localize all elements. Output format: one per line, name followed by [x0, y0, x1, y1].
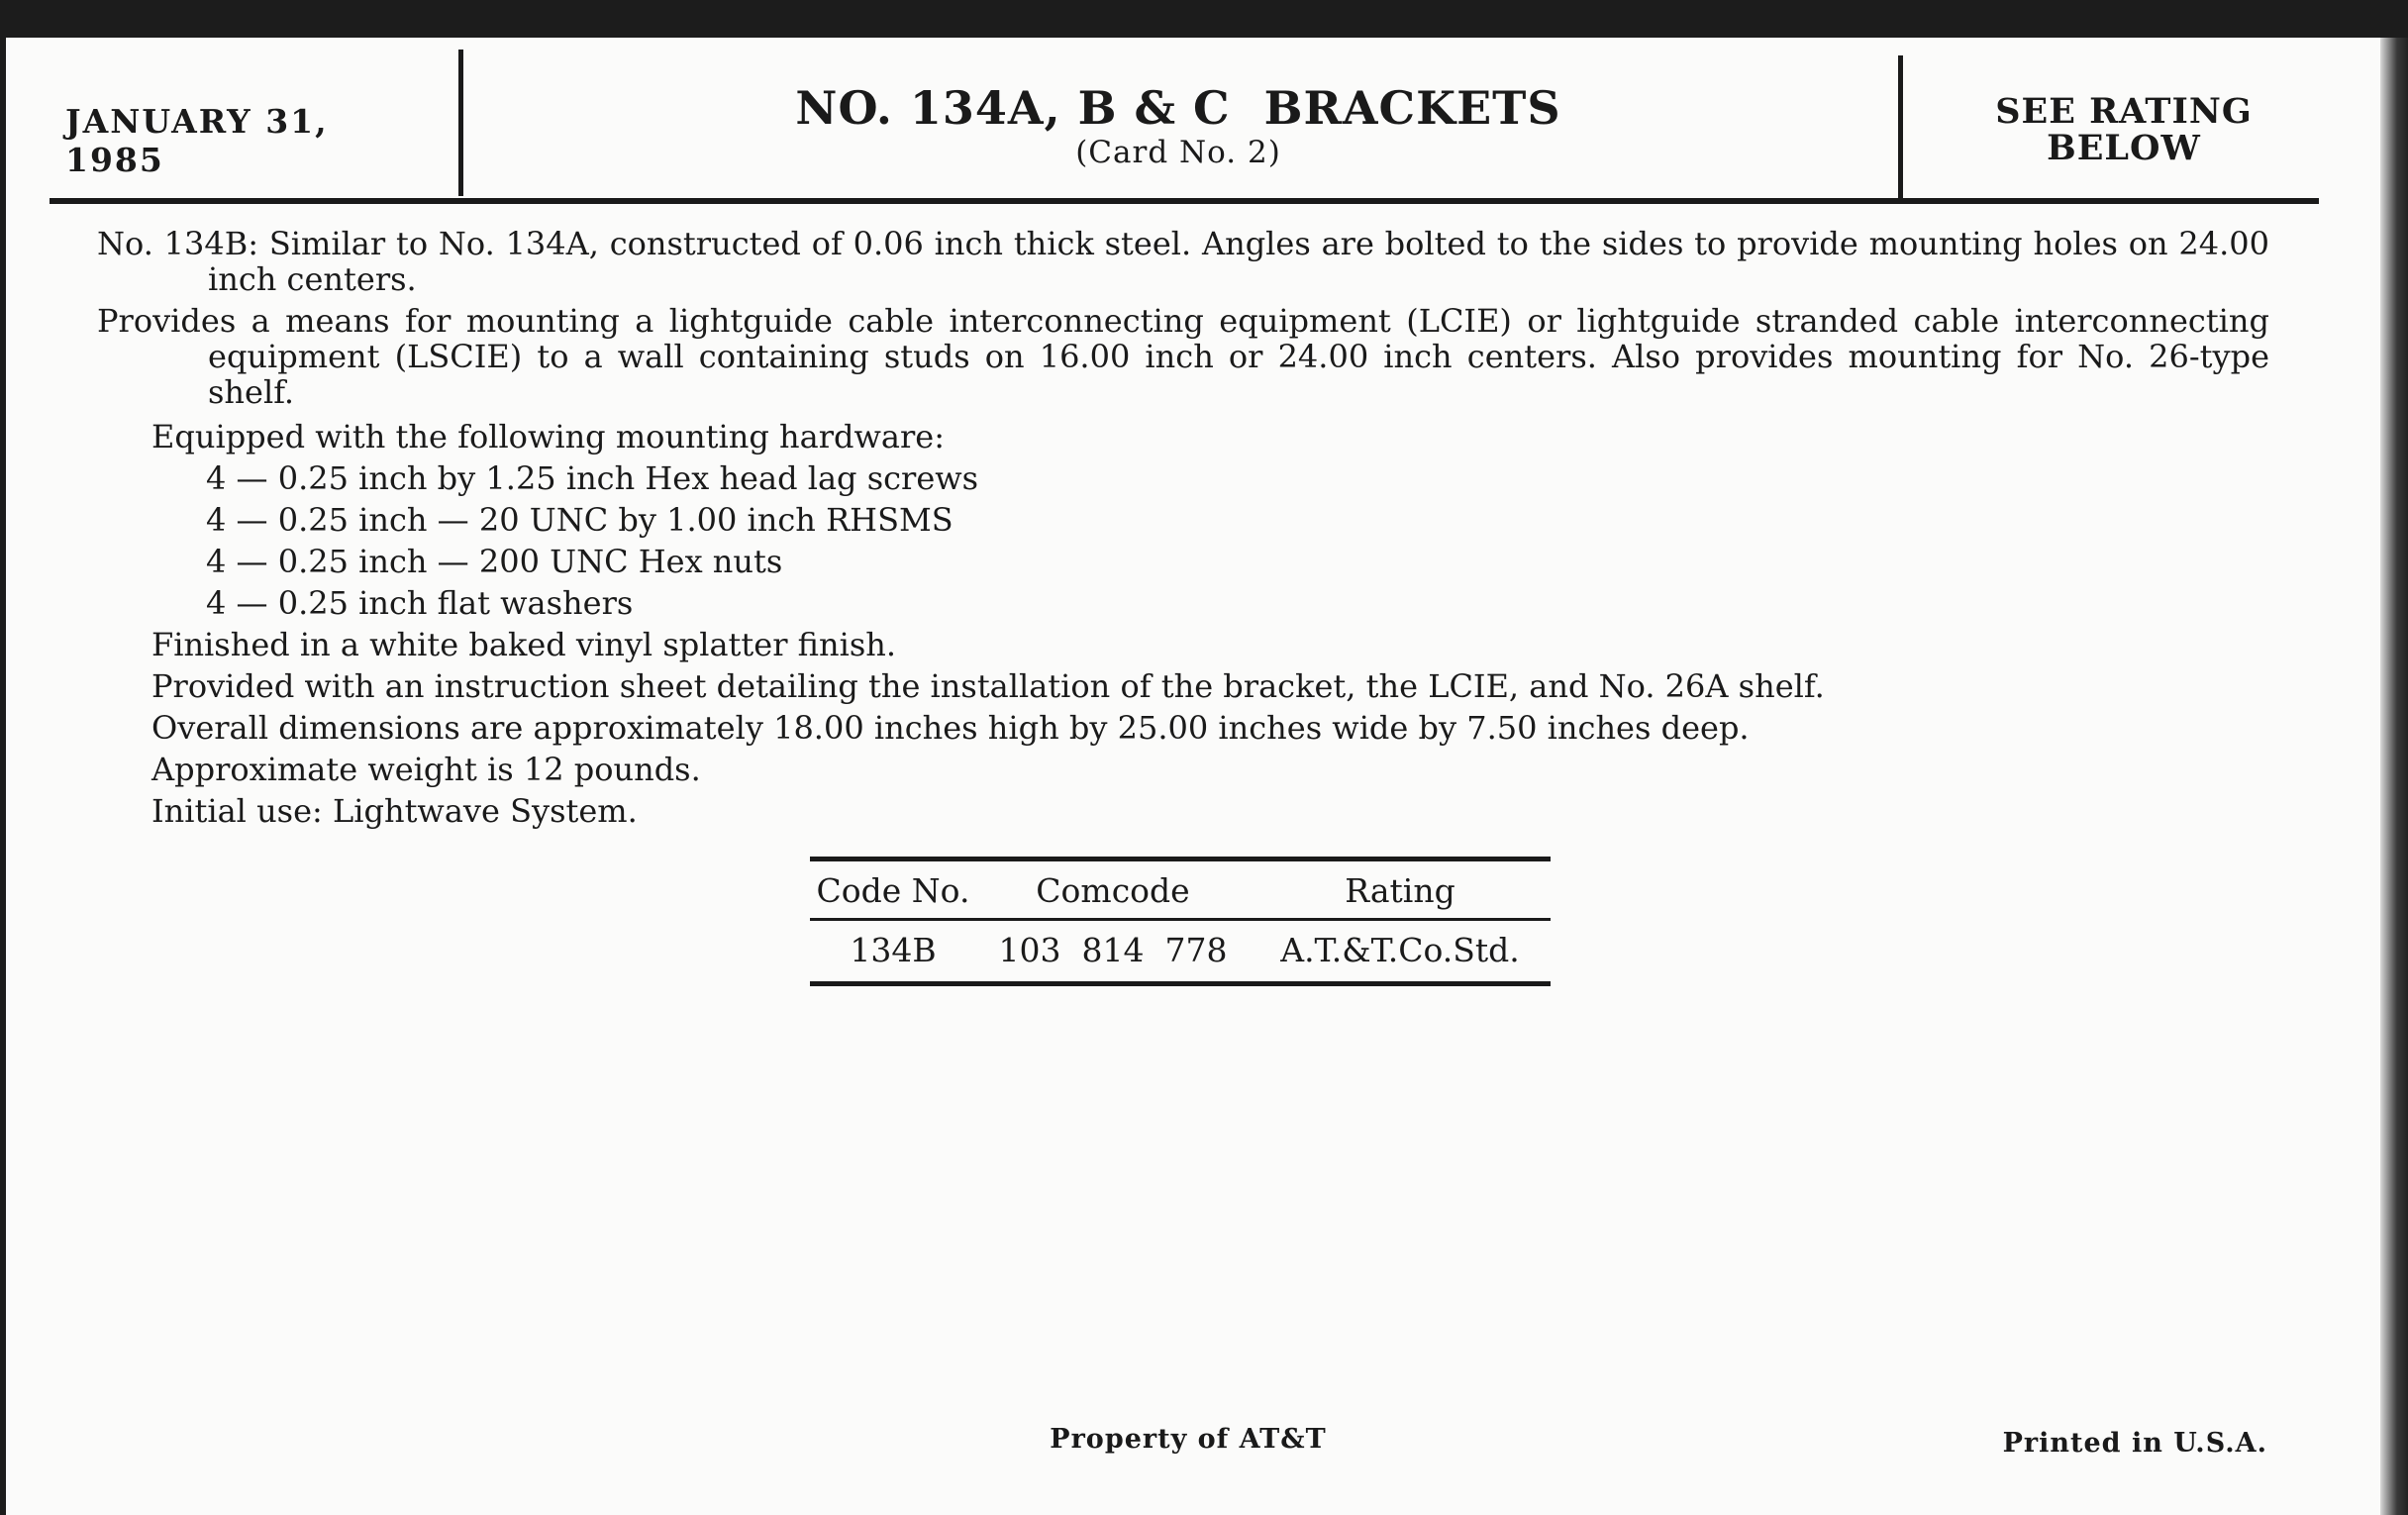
rating-note-line2: BELOW — [2047, 128, 2201, 168]
description-purpose: Provides a means for mounting a lightguide cable interconnecting equipment (LCIE) or lightguide stranded cable interconnecting equipment (LSCIE) to a wall containing studs on 16.00 inch or 24.00 inch centers. Also provides mounting for No. 26-type shelf. — [97, 302, 2269, 411]
description-134b: No. 134B: Similar to No. 134A, constructed of 0.06 inch thick steel. Angles are bolted to the sides to provide mounting holes on 24.00 inch centers. — [97, 225, 2269, 298]
cell-comcode: 103 814 778 — [998, 931, 1228, 969]
cell-code: 134B — [850, 931, 937, 969]
code-table-header-row — [810, 859, 1551, 920]
hardware-item: 4 — 0.25 inch by 1.25 inch Hex head lag screws — [206, 459, 979, 497]
header-rule — [50, 198, 2319, 204]
header-divider-left — [458, 50, 463, 196]
hardware-intro: Equipped with the following mounting hardware: — [151, 418, 945, 455]
header-divider-right — [1898, 55, 1903, 202]
column-header-code: Code No. — [816, 871, 970, 910]
dimensions-text: Overall dimensions are approximately 18.00 inches high by 25.00 inches wide by 7.50 inches deep. — [151, 709, 1750, 747]
hardware-item: 4 — 0.25 inch — 200 UNC Hex nuts — [206, 543, 783, 580]
card-date: JANUARY 31, 1985 — [65, 102, 329, 179]
property-notice: Property of AT&T — [1050, 1424, 1327, 1455]
printed-notice: Printed in U.S.A. — [2002, 1428, 2267, 1459]
card-title: NO. 134A, B & C BRACKETS — [795, 81, 1561, 135]
column-header-comcode: Comcode — [1036, 871, 1190, 910]
hardware-item: 4 — 0.25 inch — 20 UNC by 1.00 inch RHSMS — [206, 501, 953, 539]
rating-note-line1: SEE RATING — [1995, 91, 2253, 132]
cell-rating: A.T.&T.Co.Std. — [1280, 931, 1520, 969]
column-header-rating: Rating — [1345, 871, 1455, 910]
initial-use-text: Initial use: Lightwave System. — [151, 792, 638, 830]
card-subtitle: (Card No. 2) — [1075, 135, 1281, 170]
finish-text: Finished in a white baked vinyl splatter finish. — [151, 626, 897, 663]
weight-text: Approximate weight is 12 pounds. — [151, 751, 701, 788]
scan-edge — [2380, 38, 2408, 1515]
card-body — [97, 226, 2269, 832]
table-row — [810, 920, 1551, 984]
code-table — [810, 857, 1551, 986]
rating-note — [1916, 93, 2332, 166]
instruction-text: Provided with an instruction sheet detailing the installation of the bracket, the LCIE, and No. 26A shelf. — [151, 667, 1825, 705]
hardware-item: 4 — 0.25 inch flat washers — [206, 584, 634, 622]
